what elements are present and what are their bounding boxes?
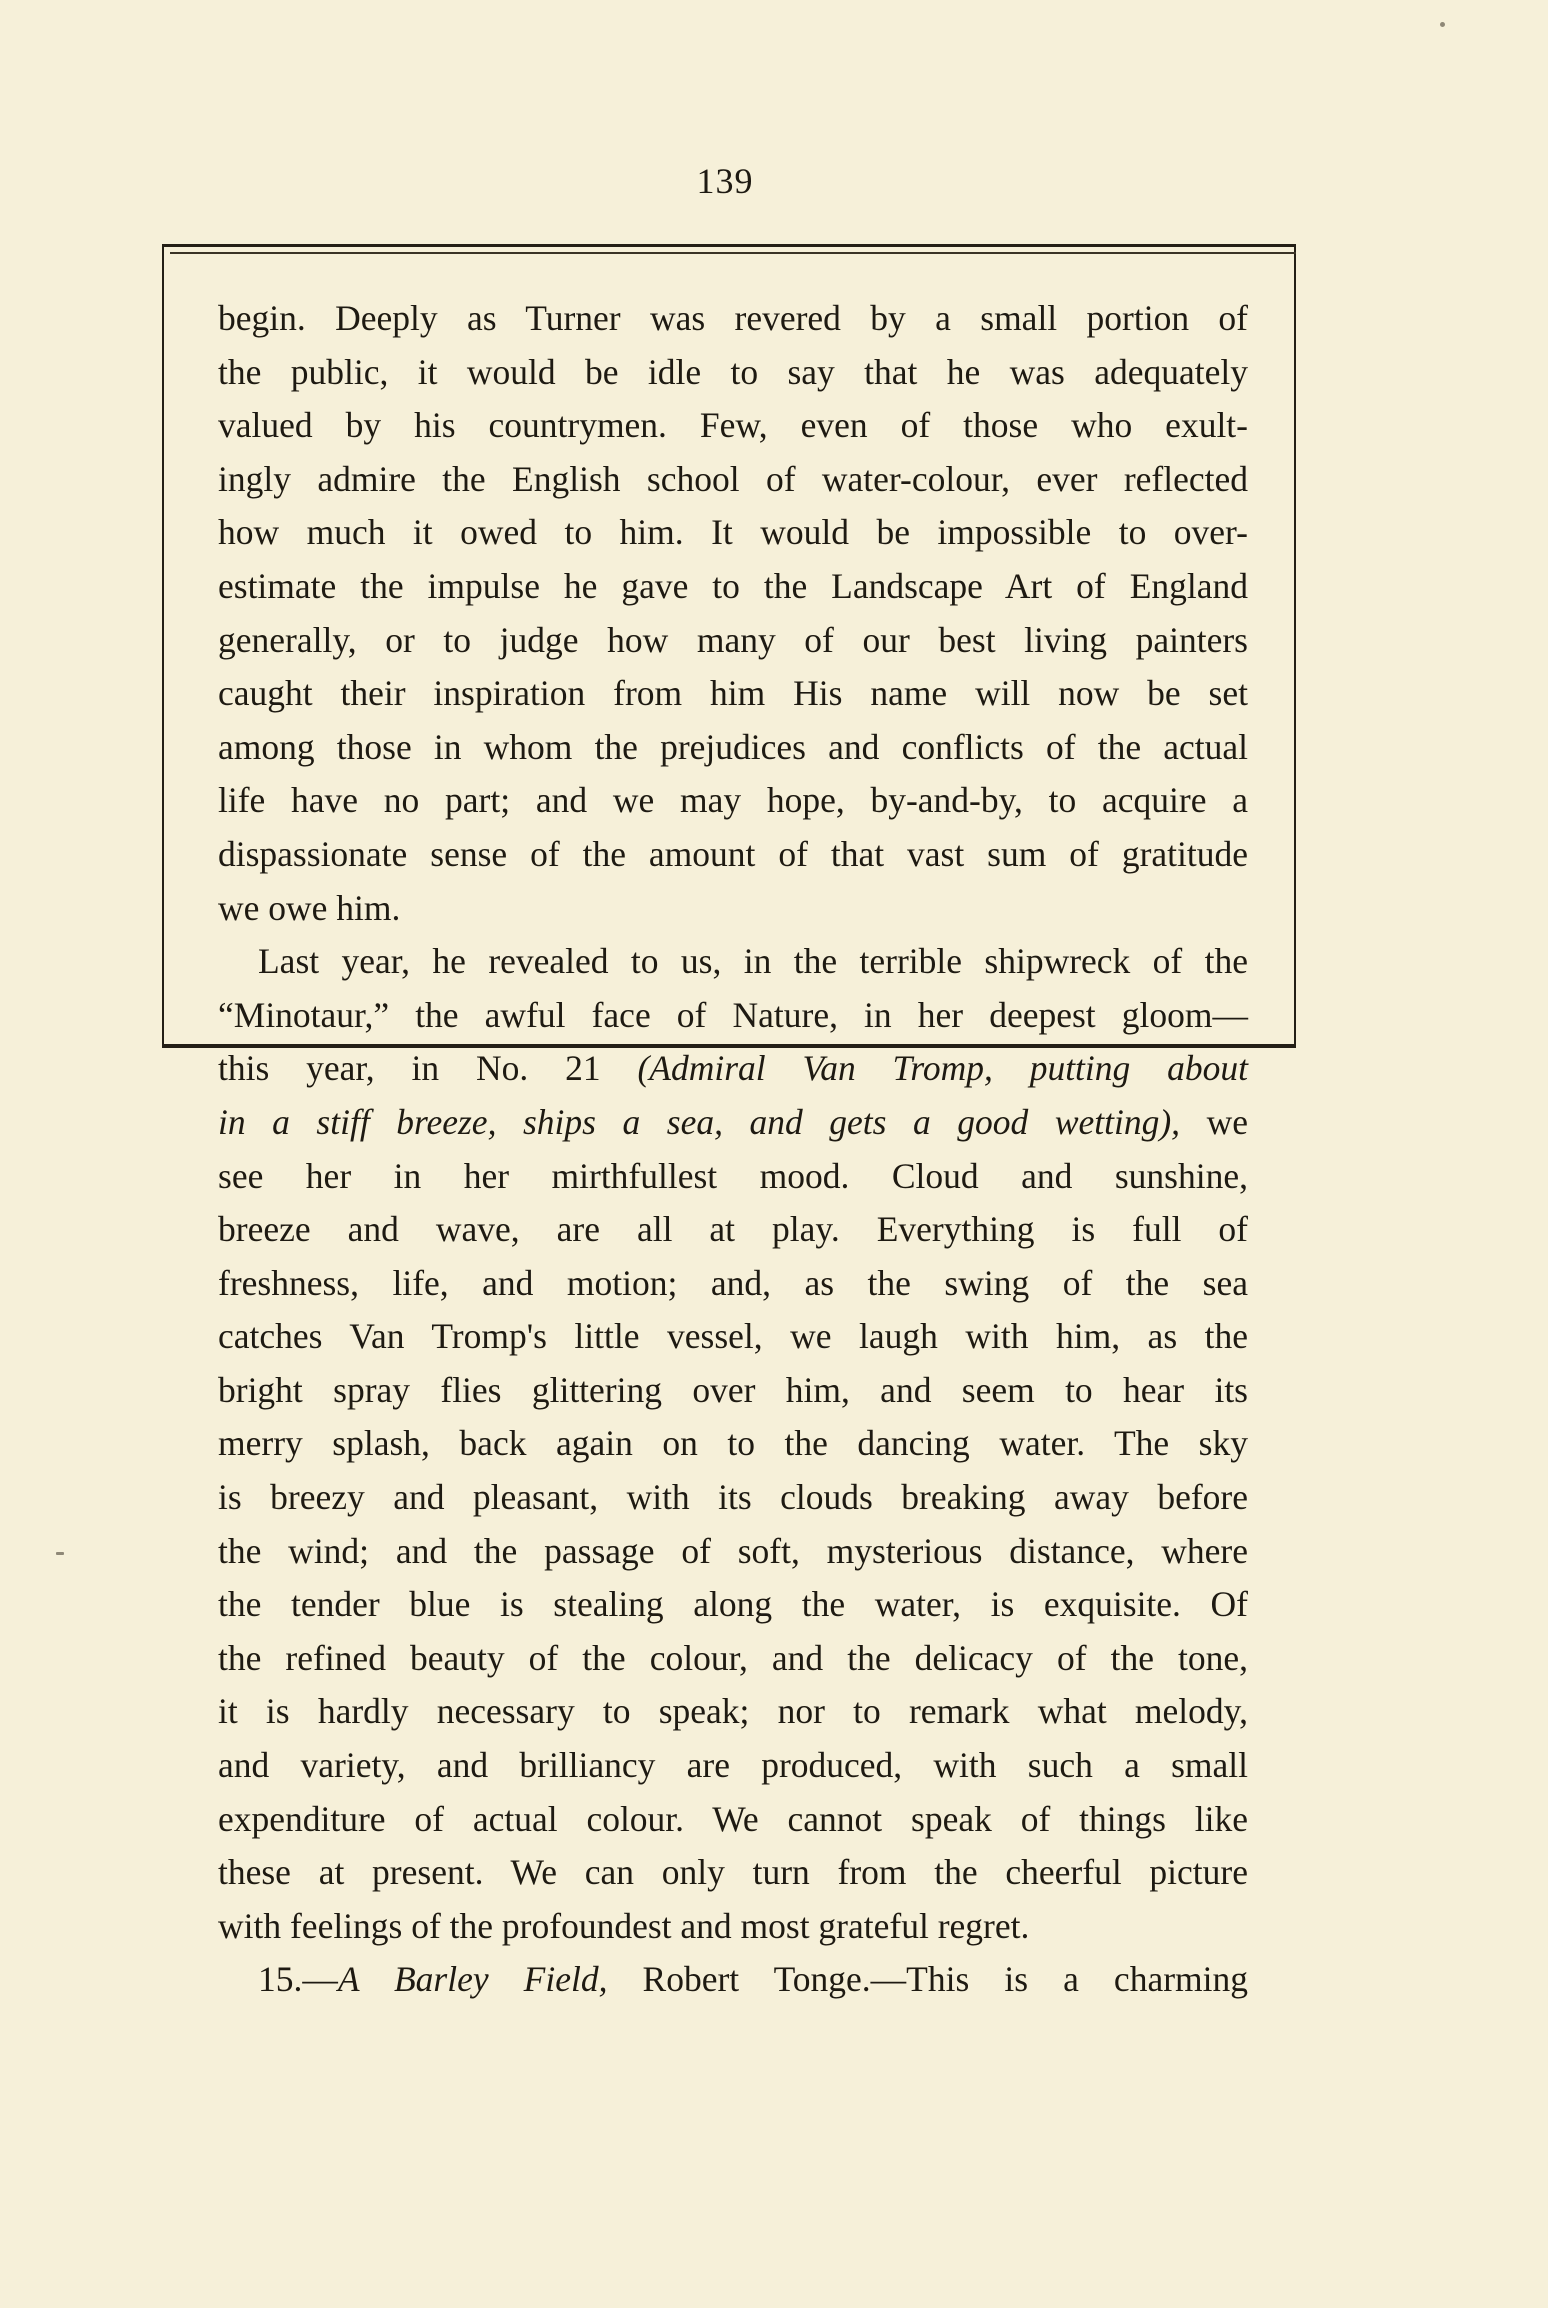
text-line: among those in whom the prejudices and conflicts of the actual (218, 726, 1248, 767)
text-line: generally, or to judge how many of our best living painters (218, 619, 1248, 660)
text-line: is breezy and pleasant, with its clouds breaking away before (218, 1477, 1248, 1518)
text-line: caught their inspiration from him His name will now be set (218, 673, 1248, 714)
text-segment: Robert Tonge.—This is a charming (607, 1959, 1248, 2000)
text-line: the wind; and the passage of soft, mysterious distance, where (218, 1530, 1248, 1571)
text-line: estimate the impulse he gave to the Landscape Art of England (218, 565, 1248, 606)
text-line (218, 1042, 1248, 1096)
text-line: we owe him. (218, 887, 401, 928)
italic-title: (Admiral Van Tromp, putting about (637, 1048, 1248, 1089)
paper-speck (56, 1552, 64, 1555)
text-line: freshness, life, and motion; and, as the swing of the sea (218, 1262, 1248, 1303)
text-line: catches Van Tromp's little vessel, we laugh with him, as the (218, 1316, 1248, 1357)
text-line: dispassionate sense of the amount of that vast sum of gratitude (218, 833, 1248, 874)
text-line: the public, it would be idle to say that he was adequately (218, 351, 1248, 392)
text-line: the tender blue is stealing along the water, is exquisite. Of (218, 1584, 1248, 1625)
text-line: with feelings of the profoundest and most grateful regret. (218, 1905, 1030, 1946)
text-line: ingly admire the English school of water-colour, ever reflected (218, 458, 1248, 499)
text-line: begin. Deeply as Turner was revered by a small portion of (218, 298, 1248, 338)
text-line: see her in her mirthfullest mood. Cloud and sunshine, (218, 1155, 1248, 1196)
text-line: merry splash, back again on to the dancing water. The sky (218, 1423, 1248, 1464)
paper-speck (1440, 22, 1445, 27)
text-line: valued by his countrymen. Few, even of those who exult- (218, 405, 1248, 446)
text-line: life have no part; and we may hope, by-and-by, to acquire a (218, 780, 1248, 821)
italic-title: A Barley Field, (337, 1959, 608, 2000)
text-line: how much it owed to him. It would be impossible to over- (218, 512, 1248, 553)
text-segment: we (1180, 1101, 1248, 1142)
text-line (218, 1953, 1248, 2007)
text-segment: 15.— (258, 1959, 338, 2000)
text-line: it is hardly necessary to speak; nor to remark what melody, (218, 1691, 1248, 1732)
italic-title: in a stiff breeze, ships a sea, and gets a good wetting), (218, 1101, 1181, 1142)
frame-rule (170, 252, 1296, 254)
text-line (218, 1096, 1248, 1150)
text-line: breeze and wave, are all at play. Everything is full of (218, 1209, 1248, 1250)
text-line: and variety, and brilliancy are produced, with such a small (218, 1745, 1248, 1786)
text-segment: this year, in No. 21 (218, 1048, 638, 1089)
text-line: the refined beauty of the colour, and the delicacy of the tone, (218, 1637, 1248, 1678)
text-line: bright spray flies glittering over him, and seem to hear its (218, 1369, 1248, 1410)
body-text (218, 292, 1248, 2007)
text-line: Last year, he revealed to us, in the terrible shipwreck of the (258, 941, 1248, 982)
text-line: these at present. We can only turn from the cheerful picture (218, 1852, 1248, 1893)
text-line: expenditure of actual colour. We cannot speak of things like (218, 1798, 1248, 1839)
text-line: “Minotaur,” the awful face of Nature, in her deepest gloom— (218, 994, 1248, 1035)
page-number: 139 (696, 161, 754, 201)
